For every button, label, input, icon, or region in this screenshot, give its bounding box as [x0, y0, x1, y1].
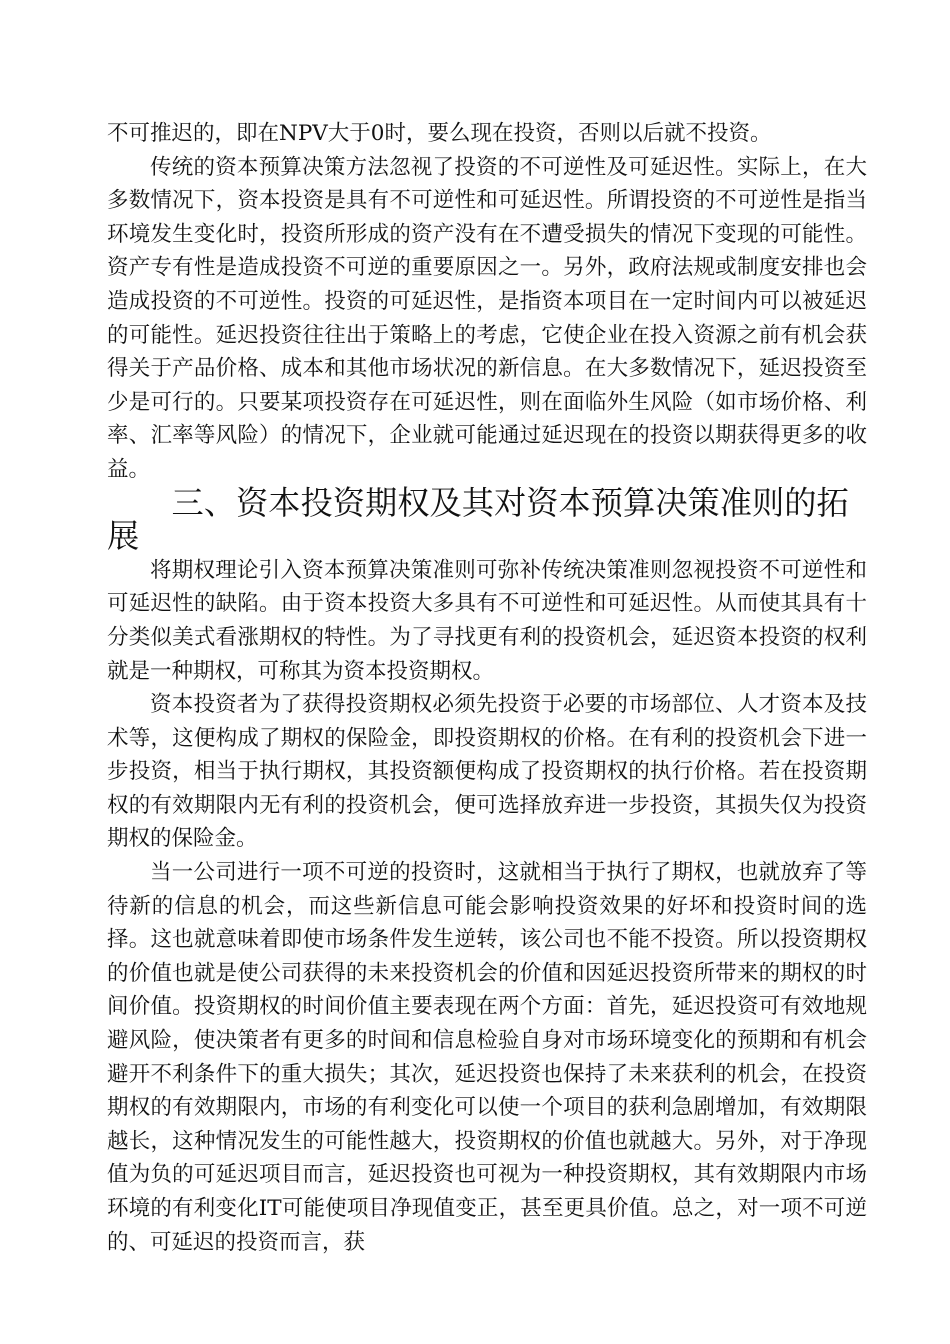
paragraph-continuation: 不可推迟的，即在NPV大于0时，要么现在投资，否则以后就不投资。: [107, 121, 772, 146]
section-heading: 三、资本投资期权及其对资本预算决策准则的拓展: [107, 483, 849, 556]
paragraph-irreversibility: 传统的资本预算决策方法忽视了投资的不可逆性及可延迟性。实际上，在大多数情况下，资本投资是具有不可逆性和可延迟性。所谓投资的不可逆性是指当环境发生变化时，投资所形成的资产没有在不遭受损失的情况下变现的可能性。资产专有性是造成投资不可逆的重要原因之一。另外，政府法规或制度安排也会造成投资的不可逆性。投资的可延迟性，是指资本项目在一定时间内可以被延迟的可能性。延迟投资往往出于策略上的考虑，它使企业在投入资源之前有机会获得关于产品价格、成本和其他市场状况的新信息。在大多数情况下，延迟投资至少是可行的。只要某项投资存在可延迟性，则在面临外生风险（如市场价格、利率、汇率等风险）的情况下，企业就可能通过延迟现在的投资以期获得更多的收益。: [107, 154, 867, 482]
paragraph-option-premium: 资本投资者为了获得投资期权必须先投资于必要的市场部位、人才资本及技术等，这便构成了期权的保险金，即投资期权的价格。在有利的投资机会下进一步投资，相当于执行期权，其投资额便构成了投资期权的执行价格。若在投资期权的有效期限内无有利的投资机会，便可选择放弃进一步投资，其损失仅为投资期权的保险金。: [107, 692, 867, 852]
paragraph-option-value: 当一公司进行一项不可逆的投资时，这就相当于执行了期权，也就放弃了等待新的信息的机会，而这些新信息可能会影响投资效果的好坏和投资时间的选择。这也就意味着即使市场条件发生逆转，该公司也不能不投资。所以投资期权的价值也就是使公司获得的未来投资机会的价值和因延迟投资所带来的期权的时间价值。投资期权的时间价值主要表现在两个方面：首先，延迟投资可有效地规避风险，使决策者有更多的时间和信息检验自身对市场环境变化的预期和有机会避开不利条件下的重大损失；其次，延迟投资也保持了未来获利的机会，在投资期权的有效期限内，市场的有利变化可以使一个项目的获利急剧增加，有效期限越长，这种情况发生的可能性越大，投资期权的价值也就越大。另外，对于净现值为负的可延迟项目而言，延迟投资也可视为一种投资期权，其有效期限内市场环境的有利变化IT可能使项目净现值变正，甚至更具价值。总之，对一项不可逆的、可延迟的投资而言，获: [107, 860, 867, 1255]
document-body: [107, 117, 867, 1259]
paragraph-option-theory: 将期权理论引入资本预算决策准则可弥补传统决策准则忽视投资不可逆性和可延迟性的缺陷。由于资本投资大多具有不可逆性和可延迟性。从而使其具有十分类似美式看涨期权的特性。为了寻找更有利的投资机会，延迟资本投资的权利就是一种期权，可称其为资本投资期权。: [107, 557, 867, 684]
